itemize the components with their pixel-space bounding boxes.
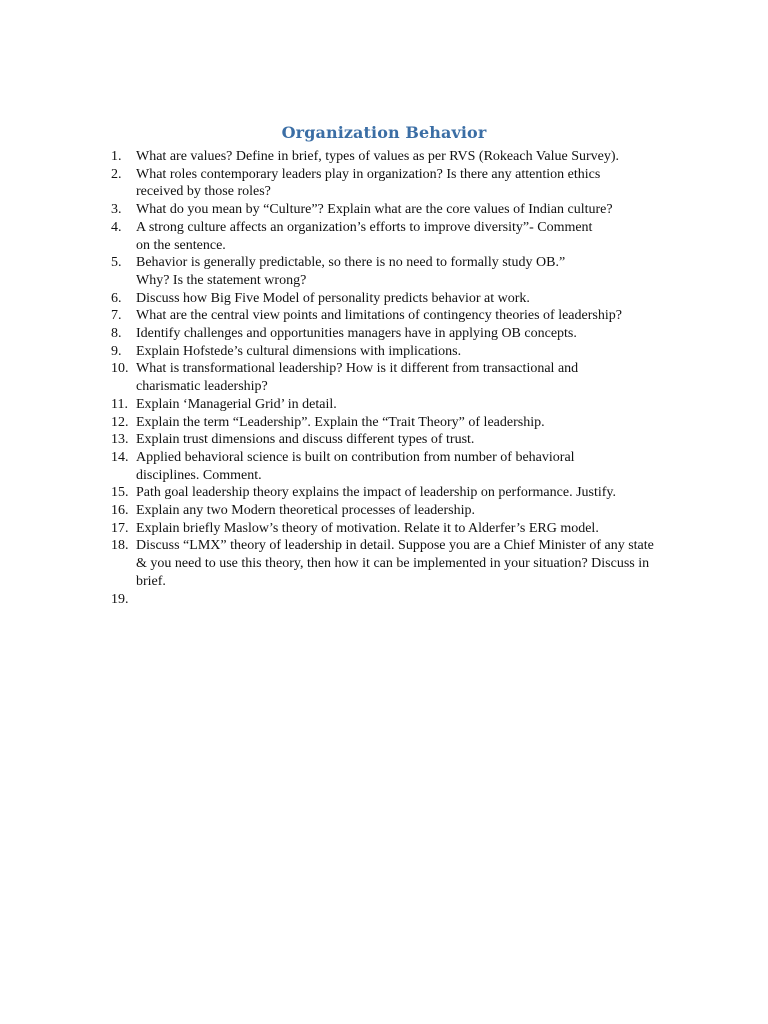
question-text [136, 307, 677, 325]
question-item [0, 537, 677, 590]
question-number: 9. [111, 343, 122, 359]
question-item [0, 360, 677, 395]
question-text-line: charismatic leadership? [136, 379, 268, 395]
question-text-line: Explain Hofstede’s cultural dimensions with implications. [136, 343, 462, 359]
question-text-line: Why? Is the statement wrong? [136, 272, 307, 288]
question-text-line: What do you mean by “Culture”? Explain what are the core values of Indian culture? [136, 202, 613, 218]
question-text-line: Explain ‘Managerial Grid’ in detail. [136, 396, 337, 412]
question-number: 12. [111, 414, 129, 430]
question-text-line: What are values? Define in brief, types of values as per RVS (Rokeach Value Survey). [136, 149, 620, 164]
question-number: 3. [111, 202, 122, 218]
question-text [136, 449, 677, 484]
question-text [136, 360, 677, 395]
question-text-line: What are the central view points and limitations of contingency theories of leadership? [136, 308, 622, 324]
question-text [136, 484, 677, 502]
question-number: 13. [111, 432, 129, 448]
question-number: 10. [111, 361, 129, 377]
question-text-line: Explain briefly Maslow’s theory of motivation. Relate it to Alderfer’s ERG model. [136, 520, 599, 536]
question-text-line: received by those roles? [136, 184, 271, 200]
question-text-line: Explain trust dimensions and discuss different types of trust. [136, 432, 475, 448]
question-text-line: on the sentence. [136, 237, 226, 253]
question-text [136, 219, 677, 254]
question-number: 5. [111, 255, 122, 271]
question-text-line: Explain the term “Leadership”. Explain the “Trait Theory” of leadership. [136, 414, 545, 430]
question-text [136, 290, 677, 308]
question-number: 4. [111, 219, 122, 235]
question-text-line: Discuss how Big Five Model of personality predicts behavior at work. [136, 290, 530, 306]
question-item [0, 148, 677, 166]
question-item [0, 307, 677, 325]
question-text-line: A strong culture affects an organization’s efforts to improve diversity”- Comment [136, 219, 593, 235]
question-text [136, 537, 677, 590]
question-text-line: Identify challenges and opportunities managers have in applying OB concepts. [136, 326, 577, 342]
question-text [136, 396, 677, 414]
question-text-line: Applied behavioral science is built on contribution from number of behavioral [136, 449, 575, 465]
question-number: 18. [111, 538, 129, 554]
question-text [136, 148, 677, 166]
document-title: Organization Behavior [281, 123, 487, 142]
question-text [136, 502, 677, 520]
question-number: 8. [111, 326, 122, 342]
question-item [0, 166, 677, 201]
question-number: 1. [111, 149, 122, 164]
question-list [0, 148, 768, 608]
question-text-line: What is transformational leadership? How is it different from transactional and [136, 361, 579, 377]
question-number: 6. [111, 290, 122, 306]
question-text [136, 166, 677, 201]
question-text-line [136, 591, 677, 609]
question-item [0, 219, 677, 254]
question-text-line: Path goal leadership theory explains the impact of leadership on performance. Justify. [136, 485, 616, 501]
question-item [0, 484, 677, 502]
question-item [0, 502, 677, 520]
question-item [0, 449, 677, 484]
question-item [0, 396, 677, 414]
question-item [0, 343, 677, 361]
question-text-line: Explain any two Modern theoretical processes of leadership. [136, 503, 476, 519]
question-text-line: What roles contemporary leaders play in organization? Is there any attention ethics [136, 166, 601, 182]
question-number: 14. [111, 449, 129, 465]
question-number: 16. [111, 503, 129, 519]
question-item [0, 520, 677, 538]
question-text-line: Behavior is generally predictable, so there is no need to formally study OB.” [136, 255, 566, 271]
question-text-line: brief. [136, 573, 166, 589]
question-text [136, 201, 677, 219]
question-text-line: disciplines. Comment. [136, 467, 262, 483]
question-number: 2. [111, 166, 122, 182]
question-number: 11. [111, 396, 128, 412]
question-item [0, 414, 677, 432]
question-item [0, 431, 677, 449]
question-number: 19. [111, 591, 129, 607]
question-text [136, 254, 677, 289]
question-item [0, 254, 677, 289]
question-text-line: & you need to use this theory, then how it can be implemented in your situation? Discuss in [136, 556, 650, 572]
question-number: 15. [111, 485, 129, 501]
question-item [0, 591, 677, 609]
question-text [136, 325, 677, 343]
question-text [136, 431, 677, 449]
question-item [0, 325, 677, 343]
question-text [136, 591, 677, 609]
question-number: 17. [111, 520, 129, 536]
question-item [0, 290, 677, 308]
question-text [136, 520, 677, 538]
question-item [0, 201, 677, 219]
question-text [136, 343, 677, 361]
question-text [136, 414, 677, 432]
question-number: 7. [111, 308, 122, 324]
question-text-line: Discuss “LMX” theory of leadership in detail. Suppose you are a Chief Minister of any state [136, 538, 654, 554]
